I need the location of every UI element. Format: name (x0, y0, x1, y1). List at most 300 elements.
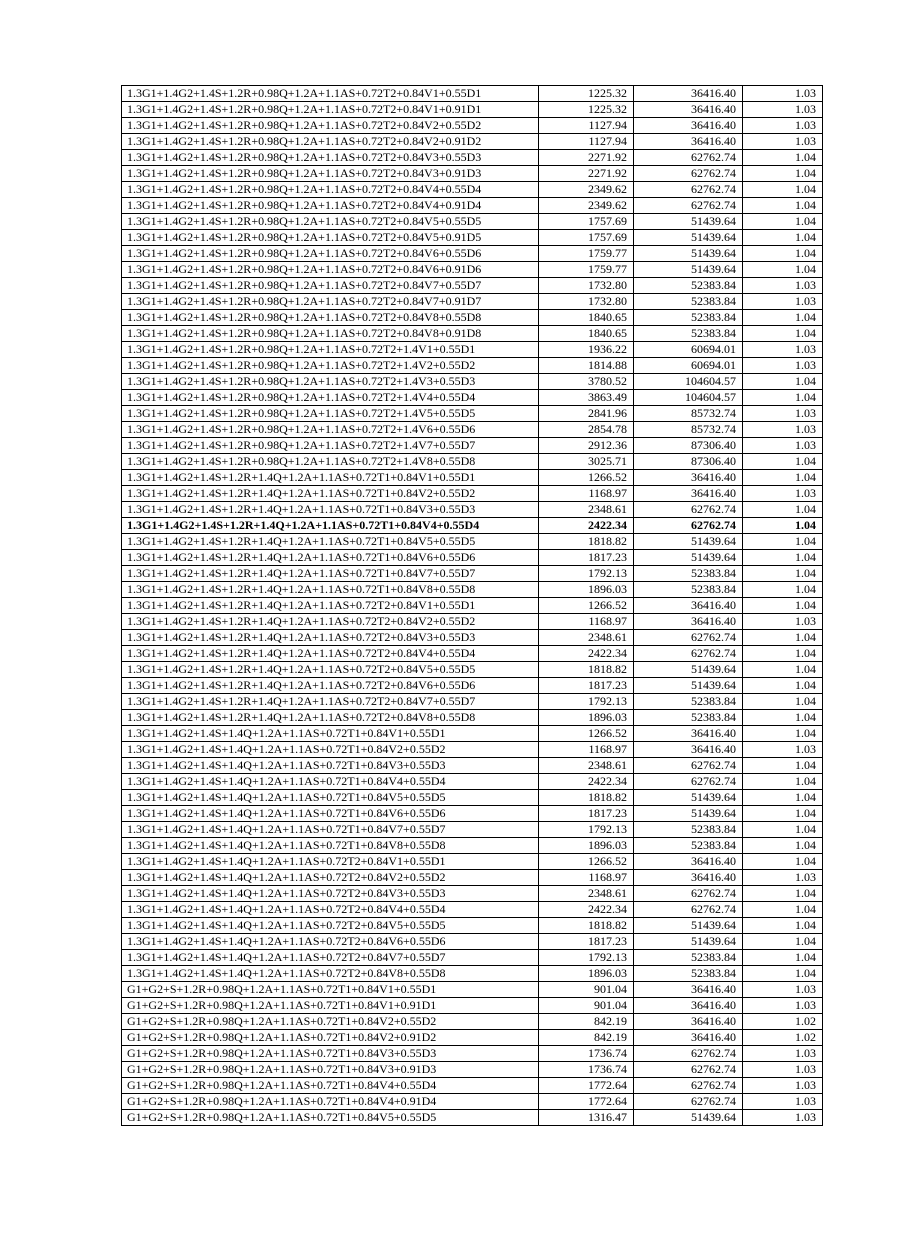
table-row (122, 1078, 823, 1094)
ratio-cell: 1.04 (743, 838, 823, 854)
combination-cell: 1.3G1+1.4G2+1.4S+1.4Q+1.2A+1.1AS+0.72T1+0.84V6+0.55D6 (122, 806, 539, 822)
combination-cell: 1.3G1+1.4G2+1.4S+1.2R+0.98Q+1.2A+1.1AS+0.72T2+0.84V6+0.91D6 (122, 262, 539, 278)
value-cell-2: 52383.84 (634, 950, 743, 966)
ratio-cell: 1.04 (743, 534, 823, 550)
value-cell-2: 52383.84 (634, 966, 743, 982)
value-cell-1: 1732.80 (539, 294, 634, 310)
value-cell-1: 901.04 (539, 998, 634, 1014)
table-row (122, 246, 823, 262)
ratio-cell: 1.02 (743, 1030, 823, 1046)
value-cell-2: 104604.57 (634, 374, 743, 390)
ratio-cell: 1.04 (743, 374, 823, 390)
combination-cell: 1.3G1+1.4G2+1.4S+1.2R+0.98Q+1.2A+1.1AS+0.72T2+1.4V2+0.55D2 (122, 358, 539, 374)
value-cell-1: 1127.94 (539, 134, 634, 150)
ratio-cell: 1.03 (743, 342, 823, 358)
value-cell-2: 52383.84 (634, 566, 743, 582)
ratio-cell: 1.04 (743, 326, 823, 342)
value-cell-2: 52383.84 (634, 694, 743, 710)
table-row (122, 262, 823, 278)
ratio-cell: 1.04 (743, 726, 823, 742)
ratio-cell: 1.04 (743, 694, 823, 710)
value-cell-2: 87306.40 (634, 438, 743, 454)
value-cell-1: 1757.69 (539, 230, 634, 246)
combination-cell: 1.3G1+1.4G2+1.4S+1.2R+1.4Q+1.2A+1.1AS+0.72T1+0.84V7+0.55D7 (122, 566, 539, 582)
table-row (122, 758, 823, 774)
value-cell-2: 36416.40 (634, 870, 743, 886)
value-cell-1: 1840.65 (539, 326, 634, 342)
ratio-cell: 1.03 (743, 982, 823, 998)
value-cell-1: 1896.03 (539, 838, 634, 854)
ratio-cell: 1.04 (743, 150, 823, 166)
table-row (122, 806, 823, 822)
table-row (122, 950, 823, 966)
value-cell-2: 51439.64 (634, 550, 743, 566)
table-row (122, 1014, 823, 1030)
table-row (122, 838, 823, 854)
value-cell-1: 1792.13 (539, 566, 634, 582)
value-cell-1: 1896.03 (539, 966, 634, 982)
table-row (122, 726, 823, 742)
table-row (122, 182, 823, 198)
combination-cell: 1.3G1+1.4G2+1.4S+1.2R+0.98Q+1.2A+1.1AS+0.72T2+0.84V5+0.91D5 (122, 230, 539, 246)
ratio-cell: 1.03 (743, 870, 823, 886)
value-cell-2: 62762.74 (634, 886, 743, 902)
table-row (122, 1046, 823, 1062)
value-cell-2: 62762.74 (634, 646, 743, 662)
combination-cell: 1.3G1+1.4G2+1.4S+1.4Q+1.2A+1.1AS+0.72T1+0.84V3+0.55D3 (122, 758, 539, 774)
value-cell-1: 1792.13 (539, 950, 634, 966)
value-cell-1: 1792.13 (539, 694, 634, 710)
combination-cell: 1.3G1+1.4G2+1.4S+1.2R+0.98Q+1.2A+1.1AS+0.72T2+0.84V8+0.55D8 (122, 310, 539, 326)
table-row (122, 662, 823, 678)
value-cell-1: 1936.22 (539, 342, 634, 358)
value-cell-1: 2348.61 (539, 502, 634, 518)
combination-cell: 1.3G1+1.4G2+1.4S+1.2R+1.4Q+1.2A+1.1AS+0.72T1+0.84V6+0.55D6 (122, 550, 539, 566)
ratio-cell: 1.04 (743, 934, 823, 950)
table-row (122, 166, 823, 182)
value-cell-1: 1168.97 (539, 614, 634, 630)
value-cell-2: 62762.74 (634, 150, 743, 166)
table-row (122, 710, 823, 726)
combination-cell: 1.3G1+1.4G2+1.4S+1.2R+1.4Q+1.2A+1.1AS+0.72T2+0.84V6+0.55D6 (122, 678, 539, 694)
combination-cell: G1+G2+S+1.2R+0.98Q+1.2A+1.1AS+0.72T1+0.84V1+0.91D1 (122, 998, 539, 1014)
table-row (122, 374, 823, 390)
table-row (122, 454, 823, 470)
combination-cell: 1.3G1+1.4G2+1.4S+1.2R+0.98Q+1.2A+1.1AS+0.72T2+0.84V7+0.55D7 (122, 278, 539, 294)
table-row (122, 150, 823, 166)
value-cell-2: 36416.40 (634, 614, 743, 630)
value-cell-2: 36416.40 (634, 1014, 743, 1030)
table-row (122, 550, 823, 566)
table-row (122, 934, 823, 950)
combination-cell: G1+G2+S+1.2R+0.98Q+1.2A+1.1AS+0.72T1+0.84V4+0.55D4 (122, 1078, 539, 1094)
table-row (122, 998, 823, 1014)
combination-cell: G1+G2+S+1.2R+0.98Q+1.2A+1.1AS+0.72T1+0.84V1+0.55D1 (122, 982, 539, 998)
value-cell-1: 1168.97 (539, 742, 634, 758)
table-row (122, 982, 823, 998)
table-row (122, 230, 823, 246)
value-cell-1: 1759.77 (539, 246, 634, 262)
value-cell-2: 51439.64 (634, 678, 743, 694)
value-cell-1: 1732.80 (539, 278, 634, 294)
value-cell-2: 52383.84 (634, 838, 743, 854)
combination-cell: 1.3G1+1.4G2+1.4S+1.2R+0.98Q+1.2A+1.1AS+0.72T2+1.4V7+0.55D7 (122, 438, 539, 454)
table-row (122, 326, 823, 342)
ratio-cell: 1.04 (743, 774, 823, 790)
value-cell-2: 51439.64 (634, 262, 743, 278)
value-cell-2: 85732.74 (634, 422, 743, 438)
ratio-cell: 1.03 (743, 358, 823, 374)
ratio-cell: 1.04 (743, 502, 823, 518)
value-cell-2: 62762.74 (634, 630, 743, 646)
table-row (122, 774, 823, 790)
combination-cell: 1.3G1+1.4G2+1.4S+1.2R+1.4Q+1.2A+1.1AS+0.72T2+0.84V7+0.55D7 (122, 694, 539, 710)
value-cell-1: 1127.94 (539, 118, 634, 134)
table-row (122, 134, 823, 150)
value-cell-1: 1757.69 (539, 214, 634, 230)
value-cell-2: 51439.64 (634, 662, 743, 678)
combination-cell: 1.3G1+1.4G2+1.4S+1.4Q+1.2A+1.1AS+0.72T1+0.84V1+0.55D1 (122, 726, 539, 742)
ratio-cell: 1.04 (743, 806, 823, 822)
value-cell-1: 1736.74 (539, 1062, 634, 1078)
value-cell-1: 2271.92 (539, 166, 634, 182)
value-cell-2: 52383.84 (634, 710, 743, 726)
value-cell-1: 2422.34 (539, 902, 634, 918)
value-cell-1: 1772.64 (539, 1094, 634, 1110)
combination-cell: 1.3G1+1.4G2+1.4S+1.2R+0.98Q+1.2A+1.1AS+0.72T2+0.84V1+0.55D1 (122, 86, 539, 102)
ratio-cell: 1.04 (743, 166, 823, 182)
value-cell-1: 1168.97 (539, 486, 634, 502)
table-row (122, 902, 823, 918)
table-row (122, 1030, 823, 1046)
combination-cell: 1.3G1+1.4G2+1.4S+1.4Q+1.2A+1.1AS+0.72T1+0.84V2+0.55D2 (122, 742, 539, 758)
combination-cell: 1.3G1+1.4G2+1.4S+1.4Q+1.2A+1.1AS+0.72T1+0.84V8+0.55D8 (122, 838, 539, 854)
table-row (122, 918, 823, 934)
value-cell-2: 104604.57 (634, 390, 743, 406)
value-cell-2: 62762.74 (634, 774, 743, 790)
table-row (122, 198, 823, 214)
value-cell-2: 51439.64 (634, 934, 743, 950)
value-cell-2: 51439.64 (634, 1110, 743, 1126)
value-cell-2: 52383.84 (634, 310, 743, 326)
combination-cell: 1.3G1+1.4G2+1.4S+1.2R+0.98Q+1.2A+1.1AS+0.72T2+1.4V3+0.55D3 (122, 374, 539, 390)
value-cell-1: 1266.52 (539, 470, 634, 486)
table-row (122, 86, 823, 102)
combination-cell: 1.3G1+1.4G2+1.4S+1.2R+0.98Q+1.2A+1.1AS+0.72T2+0.84V6+0.55D6 (122, 246, 539, 262)
table-row (122, 870, 823, 886)
value-cell-1: 2422.34 (539, 774, 634, 790)
combination-cell: 1.3G1+1.4G2+1.4S+1.2R+1.4Q+1.2A+1.1AS+0.72T1+0.84V8+0.55D8 (122, 582, 539, 598)
ratio-cell: 1.03 (743, 998, 823, 1014)
ratio-cell: 1.03 (743, 134, 823, 150)
combination-cell: 1.3G1+1.4G2+1.4S+1.2R+0.98Q+1.2A+1.1AS+0.72T2+1.4V1+0.55D1 (122, 342, 539, 358)
value-cell-1: 2348.61 (539, 758, 634, 774)
value-cell-1: 1266.52 (539, 598, 634, 614)
value-cell-1: 1818.82 (539, 662, 634, 678)
combination-cell: 1.3G1+1.4G2+1.4S+1.2R+1.4Q+1.2A+1.1AS+0.72T2+0.84V2+0.55D2 (122, 614, 539, 630)
combination-cell: 1.3G1+1.4G2+1.4S+1.4Q+1.2A+1.1AS+0.72T2+0.84V5+0.55D5 (122, 918, 539, 934)
combination-cell: 1.3G1+1.4G2+1.4S+1.2R+0.98Q+1.2A+1.1AS+0.72T2+0.84V7+0.91D7 (122, 294, 539, 310)
combination-cell: 1.3G1+1.4G2+1.4S+1.2R+0.98Q+1.2A+1.1AS+0.72T2+1.4V6+0.55D6 (122, 422, 539, 438)
value-cell-2: 51439.64 (634, 806, 743, 822)
ratio-cell: 1.03 (743, 1078, 823, 1094)
combination-cell: 1.3G1+1.4G2+1.4S+1.2R+1.4Q+1.2A+1.1AS+0.72T1+0.84V1+0.55D1 (122, 470, 539, 486)
value-cell-1: 2349.62 (539, 198, 634, 214)
ratio-cell: 1.04 (743, 214, 823, 230)
value-cell-1: 1818.82 (539, 790, 634, 806)
ratio-cell: 1.03 (743, 102, 823, 118)
combination-cell: G1+G2+S+1.2R+0.98Q+1.2A+1.1AS+0.72T1+0.84V4+0.91D4 (122, 1094, 539, 1110)
ratio-cell: 1.04 (743, 758, 823, 774)
value-cell-1: 1814.88 (539, 358, 634, 374)
table-row (122, 646, 823, 662)
value-cell-2: 51439.64 (634, 790, 743, 806)
value-cell-2: 52383.84 (634, 326, 743, 342)
combination-cell: 1.3G1+1.4G2+1.4S+1.4Q+1.2A+1.1AS+0.72T1+0.84V7+0.55D7 (122, 822, 539, 838)
table-row (122, 486, 823, 502)
value-cell-2: 62762.74 (634, 1094, 743, 1110)
table-row (122, 214, 823, 230)
value-cell-2: 85732.74 (634, 406, 743, 422)
value-cell-2: 36416.40 (634, 726, 743, 742)
combination-cell: 1.3G1+1.4G2+1.4S+1.2R+1.4Q+1.2A+1.1AS+0.72T2+0.84V1+0.55D1 (122, 598, 539, 614)
combination-cell: 1.3G1+1.4G2+1.4S+1.4Q+1.2A+1.1AS+0.72T2+0.84V6+0.55D6 (122, 934, 539, 950)
ratio-cell: 1.03 (743, 614, 823, 630)
value-cell-2: 36416.40 (634, 102, 743, 118)
table-row (122, 470, 823, 486)
value-cell-1: 1225.32 (539, 102, 634, 118)
table-row (122, 854, 823, 870)
ratio-cell: 1.02 (743, 1014, 823, 1030)
value-cell-2: 52383.84 (634, 822, 743, 838)
ratio-cell: 1.04 (743, 598, 823, 614)
value-cell-2: 36416.40 (634, 854, 743, 870)
ratio-cell: 1.03 (743, 438, 823, 454)
combination-cell: 1.3G1+1.4G2+1.4S+1.2R+0.98Q+1.2A+1.1AS+0.72T2+0.84V4+0.91D4 (122, 198, 539, 214)
value-cell-1: 1266.52 (539, 726, 634, 742)
value-cell-2: 36416.40 (634, 742, 743, 758)
value-cell-1: 2349.62 (539, 182, 634, 198)
table-row (122, 502, 823, 518)
value-cell-2: 36416.40 (634, 998, 743, 1014)
combination-cell: 1.3G1+1.4G2+1.4S+1.2R+1.4Q+1.2A+1.1AS+0.72T1+0.84V3+0.55D3 (122, 502, 539, 518)
value-cell-1: 1168.97 (539, 870, 634, 886)
ratio-cell: 1.03 (743, 294, 823, 310)
value-cell-2: 51439.64 (634, 918, 743, 934)
value-cell-1: 1840.65 (539, 310, 634, 326)
ratio-cell: 1.04 (743, 662, 823, 678)
combination-cell: 1.3G1+1.4G2+1.4S+1.2R+1.4Q+1.2A+1.1AS+0.72T1+0.84V4+0.55D4 (122, 518, 539, 534)
value-cell-1: 1817.23 (539, 806, 634, 822)
value-cell-1: 1266.52 (539, 854, 634, 870)
ratio-cell: 1.04 (743, 854, 823, 870)
value-cell-1: 3025.71 (539, 454, 634, 470)
ratio-cell: 1.03 (743, 118, 823, 134)
combination-cell: 1.3G1+1.4G2+1.4S+1.4Q+1.2A+1.1AS+0.72T2+0.84V2+0.55D2 (122, 870, 539, 886)
value-cell-2: 36416.40 (634, 982, 743, 998)
table-row (122, 678, 823, 694)
value-cell-2: 60694.01 (634, 342, 743, 358)
table-row (122, 390, 823, 406)
table-row (122, 742, 823, 758)
ratio-cell: 1.04 (743, 790, 823, 806)
table-row (122, 1110, 823, 1126)
table-row (122, 886, 823, 902)
ratio-cell: 1.04 (743, 646, 823, 662)
combination-cell: 1.3G1+1.4G2+1.4S+1.2R+0.98Q+1.2A+1.1AS+0.72T2+0.84V1+0.91D1 (122, 102, 539, 118)
combination-cell: 1.3G1+1.4G2+1.4S+1.2R+1.4Q+1.2A+1.1AS+0.72T2+0.84V4+0.55D4 (122, 646, 539, 662)
load-combination-table (121, 85, 823, 1126)
value-cell-2: 62762.74 (634, 758, 743, 774)
value-cell-2: 62762.74 (634, 1062, 743, 1078)
value-cell-2: 62762.74 (634, 518, 743, 534)
ratio-cell: 1.03 (743, 406, 823, 422)
ratio-cell: 1.04 (743, 822, 823, 838)
ratio-cell: 1.04 (743, 678, 823, 694)
ratio-cell: 1.04 (743, 262, 823, 278)
ratio-cell: 1.04 (743, 886, 823, 902)
value-cell-1: 3780.52 (539, 374, 634, 390)
value-cell-1: 1772.64 (539, 1078, 634, 1094)
combination-cell: G1+G2+S+1.2R+0.98Q+1.2A+1.1AS+0.72T1+0.84V3+0.55D3 (122, 1046, 539, 1062)
combination-cell: 1.3G1+1.4G2+1.4S+1.4Q+1.2A+1.1AS+0.72T1+0.84V5+0.55D5 (122, 790, 539, 806)
table-row (122, 1062, 823, 1078)
value-cell-1: 1792.13 (539, 822, 634, 838)
combination-cell: 1.3G1+1.4G2+1.4S+1.2R+0.98Q+1.2A+1.1AS+0.72T2+0.84V5+0.55D5 (122, 214, 539, 230)
value-cell-2: 51439.64 (634, 214, 743, 230)
table-row (122, 822, 823, 838)
table-row (122, 598, 823, 614)
value-cell-1: 2271.92 (539, 150, 634, 166)
combination-cell: 1.3G1+1.4G2+1.4S+1.2R+0.98Q+1.2A+1.1AS+0.72T2+0.84V2+0.91D2 (122, 134, 539, 150)
value-cell-2: 52383.84 (634, 278, 743, 294)
table-row (122, 102, 823, 118)
ratio-cell: 1.04 (743, 470, 823, 486)
combination-cell: 1.3G1+1.4G2+1.4S+1.4Q+1.2A+1.1AS+0.72T2+0.84V1+0.55D1 (122, 854, 539, 870)
table-row (122, 966, 823, 982)
combination-cell: 1.3G1+1.4G2+1.4S+1.2R+0.98Q+1.2A+1.1AS+0.72T2+1.4V8+0.55D8 (122, 454, 539, 470)
ratio-cell: 1.03 (743, 86, 823, 102)
value-cell-2: 62762.74 (634, 198, 743, 214)
value-cell-2: 51439.64 (634, 246, 743, 262)
ratio-cell: 1.04 (743, 198, 823, 214)
combination-cell: 1.3G1+1.4G2+1.4S+1.2R+0.98Q+1.2A+1.1AS+0.72T2+1.4V5+0.55D5 (122, 406, 539, 422)
ratio-cell: 1.04 (743, 310, 823, 326)
ratio-cell: 1.03 (743, 742, 823, 758)
value-cell-1: 1896.03 (539, 710, 634, 726)
ratio-cell: 1.03 (743, 1062, 823, 1078)
table-row (122, 582, 823, 598)
ratio-cell: 1.03 (743, 1094, 823, 1110)
table-row (122, 118, 823, 134)
value-cell-2: 36416.40 (634, 470, 743, 486)
value-cell-2: 62762.74 (634, 1046, 743, 1062)
value-cell-1: 1316.47 (539, 1110, 634, 1126)
value-cell-2: 62762.74 (634, 166, 743, 182)
table-body (122, 86, 823, 1126)
table-row (122, 614, 823, 630)
table-row (122, 358, 823, 374)
combination-cell: 1.3G1+1.4G2+1.4S+1.2R+0.98Q+1.2A+1.1AS+0.72T2+0.84V2+0.55D2 (122, 118, 539, 134)
combination-cell: G1+G2+S+1.2R+0.98Q+1.2A+1.1AS+0.72T1+0.84V3+0.91D3 (122, 1062, 539, 1078)
value-cell-2: 36416.40 (634, 1030, 743, 1046)
ratio-cell: 1.04 (743, 182, 823, 198)
value-cell-1: 3863.49 (539, 390, 634, 406)
value-cell-2: 36416.40 (634, 486, 743, 502)
table-row (122, 438, 823, 454)
combination-cell: 1.3G1+1.4G2+1.4S+1.4Q+1.2A+1.1AS+0.72T2+0.84V7+0.55D7 (122, 950, 539, 966)
ratio-cell: 1.04 (743, 710, 823, 726)
combination-cell: 1.3G1+1.4G2+1.4S+1.2R+0.98Q+1.2A+1.1AS+0.72T2+0.84V8+0.91D8 (122, 326, 539, 342)
value-cell-2: 52383.84 (634, 294, 743, 310)
table-row (122, 518, 823, 534)
table-row (122, 406, 823, 422)
combination-cell: 1.3G1+1.4G2+1.4S+1.2R+0.98Q+1.2A+1.1AS+0.72T2+0.84V3+0.91D3 (122, 166, 539, 182)
value-cell-2: 52383.84 (634, 582, 743, 598)
table-row (122, 422, 823, 438)
ratio-cell: 1.03 (743, 1046, 823, 1062)
value-cell-1: 1759.77 (539, 262, 634, 278)
value-cell-1: 1896.03 (539, 582, 634, 598)
value-cell-2: 36416.40 (634, 118, 743, 134)
combination-cell: 1.3G1+1.4G2+1.4S+1.4Q+1.2A+1.1AS+0.72T1+0.84V4+0.55D4 (122, 774, 539, 790)
combination-cell: 1.3G1+1.4G2+1.4S+1.2R+1.4Q+1.2A+1.1AS+0.72T1+0.84V2+0.55D2 (122, 486, 539, 502)
value-cell-1: 842.19 (539, 1030, 634, 1046)
combination-cell: G1+G2+S+1.2R+0.98Q+1.2A+1.1AS+0.72T1+0.84V2+0.55D2 (122, 1014, 539, 1030)
table-row (122, 566, 823, 582)
combination-cell: 1.3G1+1.4G2+1.4S+1.2R+1.4Q+1.2A+1.1AS+0.72T2+0.84V3+0.55D3 (122, 630, 539, 646)
combination-cell: 1.3G1+1.4G2+1.4S+1.4Q+1.2A+1.1AS+0.72T2+0.84V8+0.55D8 (122, 966, 539, 982)
value-cell-1: 2422.34 (539, 646, 634, 662)
value-cell-1: 2348.61 (539, 886, 634, 902)
combination-cell: 1.3G1+1.4G2+1.4S+1.4Q+1.2A+1.1AS+0.72T2+0.84V3+0.55D3 (122, 886, 539, 902)
combination-cell: 1.3G1+1.4G2+1.4S+1.2R+0.98Q+1.2A+1.1AS+0.72T2+0.84V4+0.55D4 (122, 182, 539, 198)
ratio-cell: 1.04 (743, 518, 823, 534)
value-cell-1: 2912.36 (539, 438, 634, 454)
table-row (122, 534, 823, 550)
value-cell-1: 2422.34 (539, 518, 634, 534)
table-row (122, 694, 823, 710)
value-cell-1: 2841.96 (539, 406, 634, 422)
combination-cell: 1.3G1+1.4G2+1.4S+1.2R+1.4Q+1.2A+1.1AS+0.72T2+0.84V5+0.55D5 (122, 662, 539, 678)
table-row (122, 342, 823, 358)
value-cell-2: 62762.74 (634, 502, 743, 518)
combination-cell: G1+G2+S+1.2R+0.98Q+1.2A+1.1AS+0.72T1+0.84V2+0.91D2 (122, 1030, 539, 1046)
table-row (122, 294, 823, 310)
table-row (122, 1094, 823, 1110)
ratio-cell: 1.03 (743, 1110, 823, 1126)
value-cell-2: 62762.74 (634, 902, 743, 918)
value-cell-2: 51439.64 (634, 534, 743, 550)
value-cell-2: 36416.40 (634, 86, 743, 102)
table-row (122, 310, 823, 326)
ratio-cell: 1.04 (743, 630, 823, 646)
combination-cell: 1.3G1+1.4G2+1.4S+1.2R+0.98Q+1.2A+1.1AS+0.72T2+0.84V3+0.55D3 (122, 150, 539, 166)
ratio-cell: 1.04 (743, 950, 823, 966)
value-cell-2: 62762.74 (634, 1078, 743, 1094)
value-cell-1: 2348.61 (539, 630, 634, 646)
value-cell-2: 87306.40 (634, 454, 743, 470)
combination-cell: 1.3G1+1.4G2+1.4S+1.2R+1.4Q+1.2A+1.1AS+0.72T2+0.84V8+0.55D8 (122, 710, 539, 726)
ratio-cell: 1.04 (743, 918, 823, 934)
ratio-cell: 1.04 (743, 550, 823, 566)
value-cell-2: 60694.01 (634, 358, 743, 374)
value-cell-1: 1818.82 (539, 918, 634, 934)
ratio-cell: 1.04 (743, 454, 823, 470)
combination-cell: 1.3G1+1.4G2+1.4S+1.2R+0.98Q+1.2A+1.1AS+0.72T2+1.4V4+0.55D4 (122, 390, 539, 406)
value-cell-1: 1817.23 (539, 678, 634, 694)
ratio-cell: 1.04 (743, 390, 823, 406)
